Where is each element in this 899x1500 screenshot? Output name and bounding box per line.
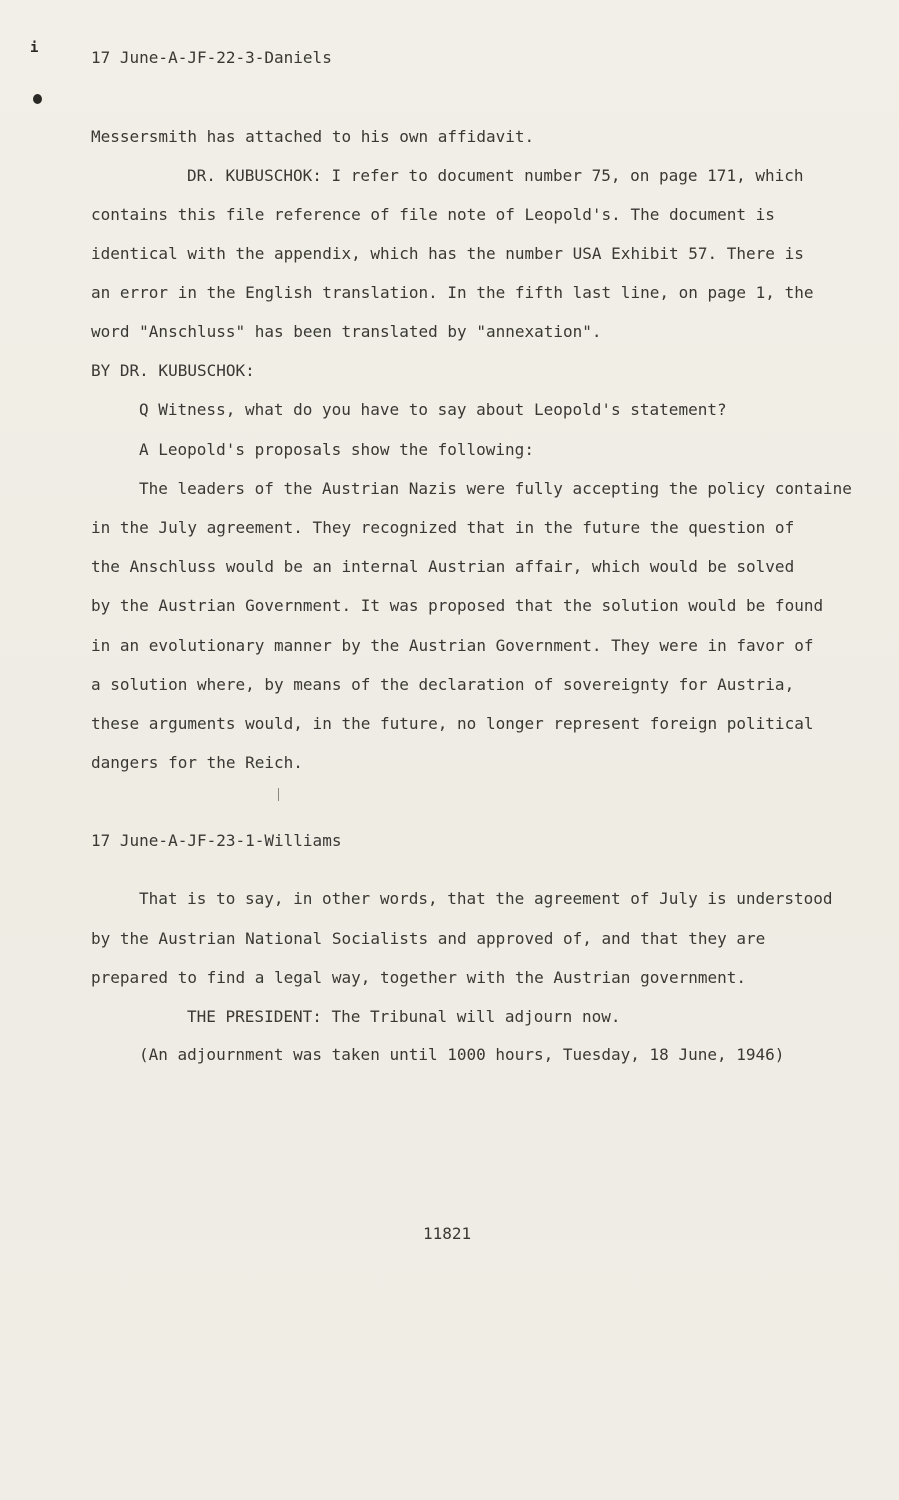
page-header: 17 June-A-JF-22-3-Daniels [91, 48, 332, 67]
text-line: in an evolutionary manner by the Austrian Government. They were in favor of [91, 636, 814, 655]
page-header: 17 June-A-JF-23-1-Williams [91, 831, 342, 850]
text-line: The leaders of the Austrian Nazis were fully accepting the policy containe [139, 479, 852, 498]
text-line: dangers for the Reich. [91, 753, 303, 772]
stray-mark [278, 788, 279, 801]
text-line: DR. KUBUSCHOK: I refer to document number 75, on page 171, which [187, 166, 804, 185]
page-number: 11821 [423, 1224, 472, 1243]
answer-line: A Leopold's proposals show the following: [139, 440, 534, 459]
text-line: an error in the English translation. In the fifth last line, on page 1, the [91, 283, 814, 302]
text-line: Messersmith has attached to his own affidavit. [91, 127, 535, 146]
text-line: in the July agreement. They recognized that in the future the question of [91, 518, 795, 537]
text-line: (An adjournment was taken until 1000 hours, Tuesday, 18 June, 1946) [139, 1045, 785, 1064]
speaker-heading: BY DR. KUBUSCHOK: [91, 361, 255, 380]
text-line: by the Austrian Government. It was proposed that the solution would be found [91, 596, 824, 615]
text-line: these arguments would, in the future, no longer represent foreign political [91, 714, 814, 733]
text-line: word "Anschluss" has been translated by "annexation". [91, 322, 602, 341]
text-line: That is to say, in other words, that the agreement of July is understood [139, 889, 833, 908]
text-line: THE PRESIDENT: The Tribunal will adjourn now. [187, 1007, 621, 1026]
text-line: the Anschluss would be an internal Austrian affair, which would be solved [91, 557, 795, 576]
question-line: Q Witness, what do you have to say about Leopold's statement? [139, 400, 727, 419]
text-line: contains this file reference of file note of Leopold's. The document is [91, 205, 775, 224]
text-line: prepared to find a legal way, together with the Austrian government. [91, 968, 747, 987]
margin-mark: i [30, 40, 39, 56]
text-line: by the Austrian National Socialists and approved of, and that they are [91, 929, 766, 948]
text-line: identical with the appendix, which has the number USA Exhibit 57. There is [91, 244, 804, 263]
punch-hole-mark [33, 94, 42, 104]
text-line: a solution where, by means of the declaration of sovereignty for Austria, [91, 675, 795, 694]
